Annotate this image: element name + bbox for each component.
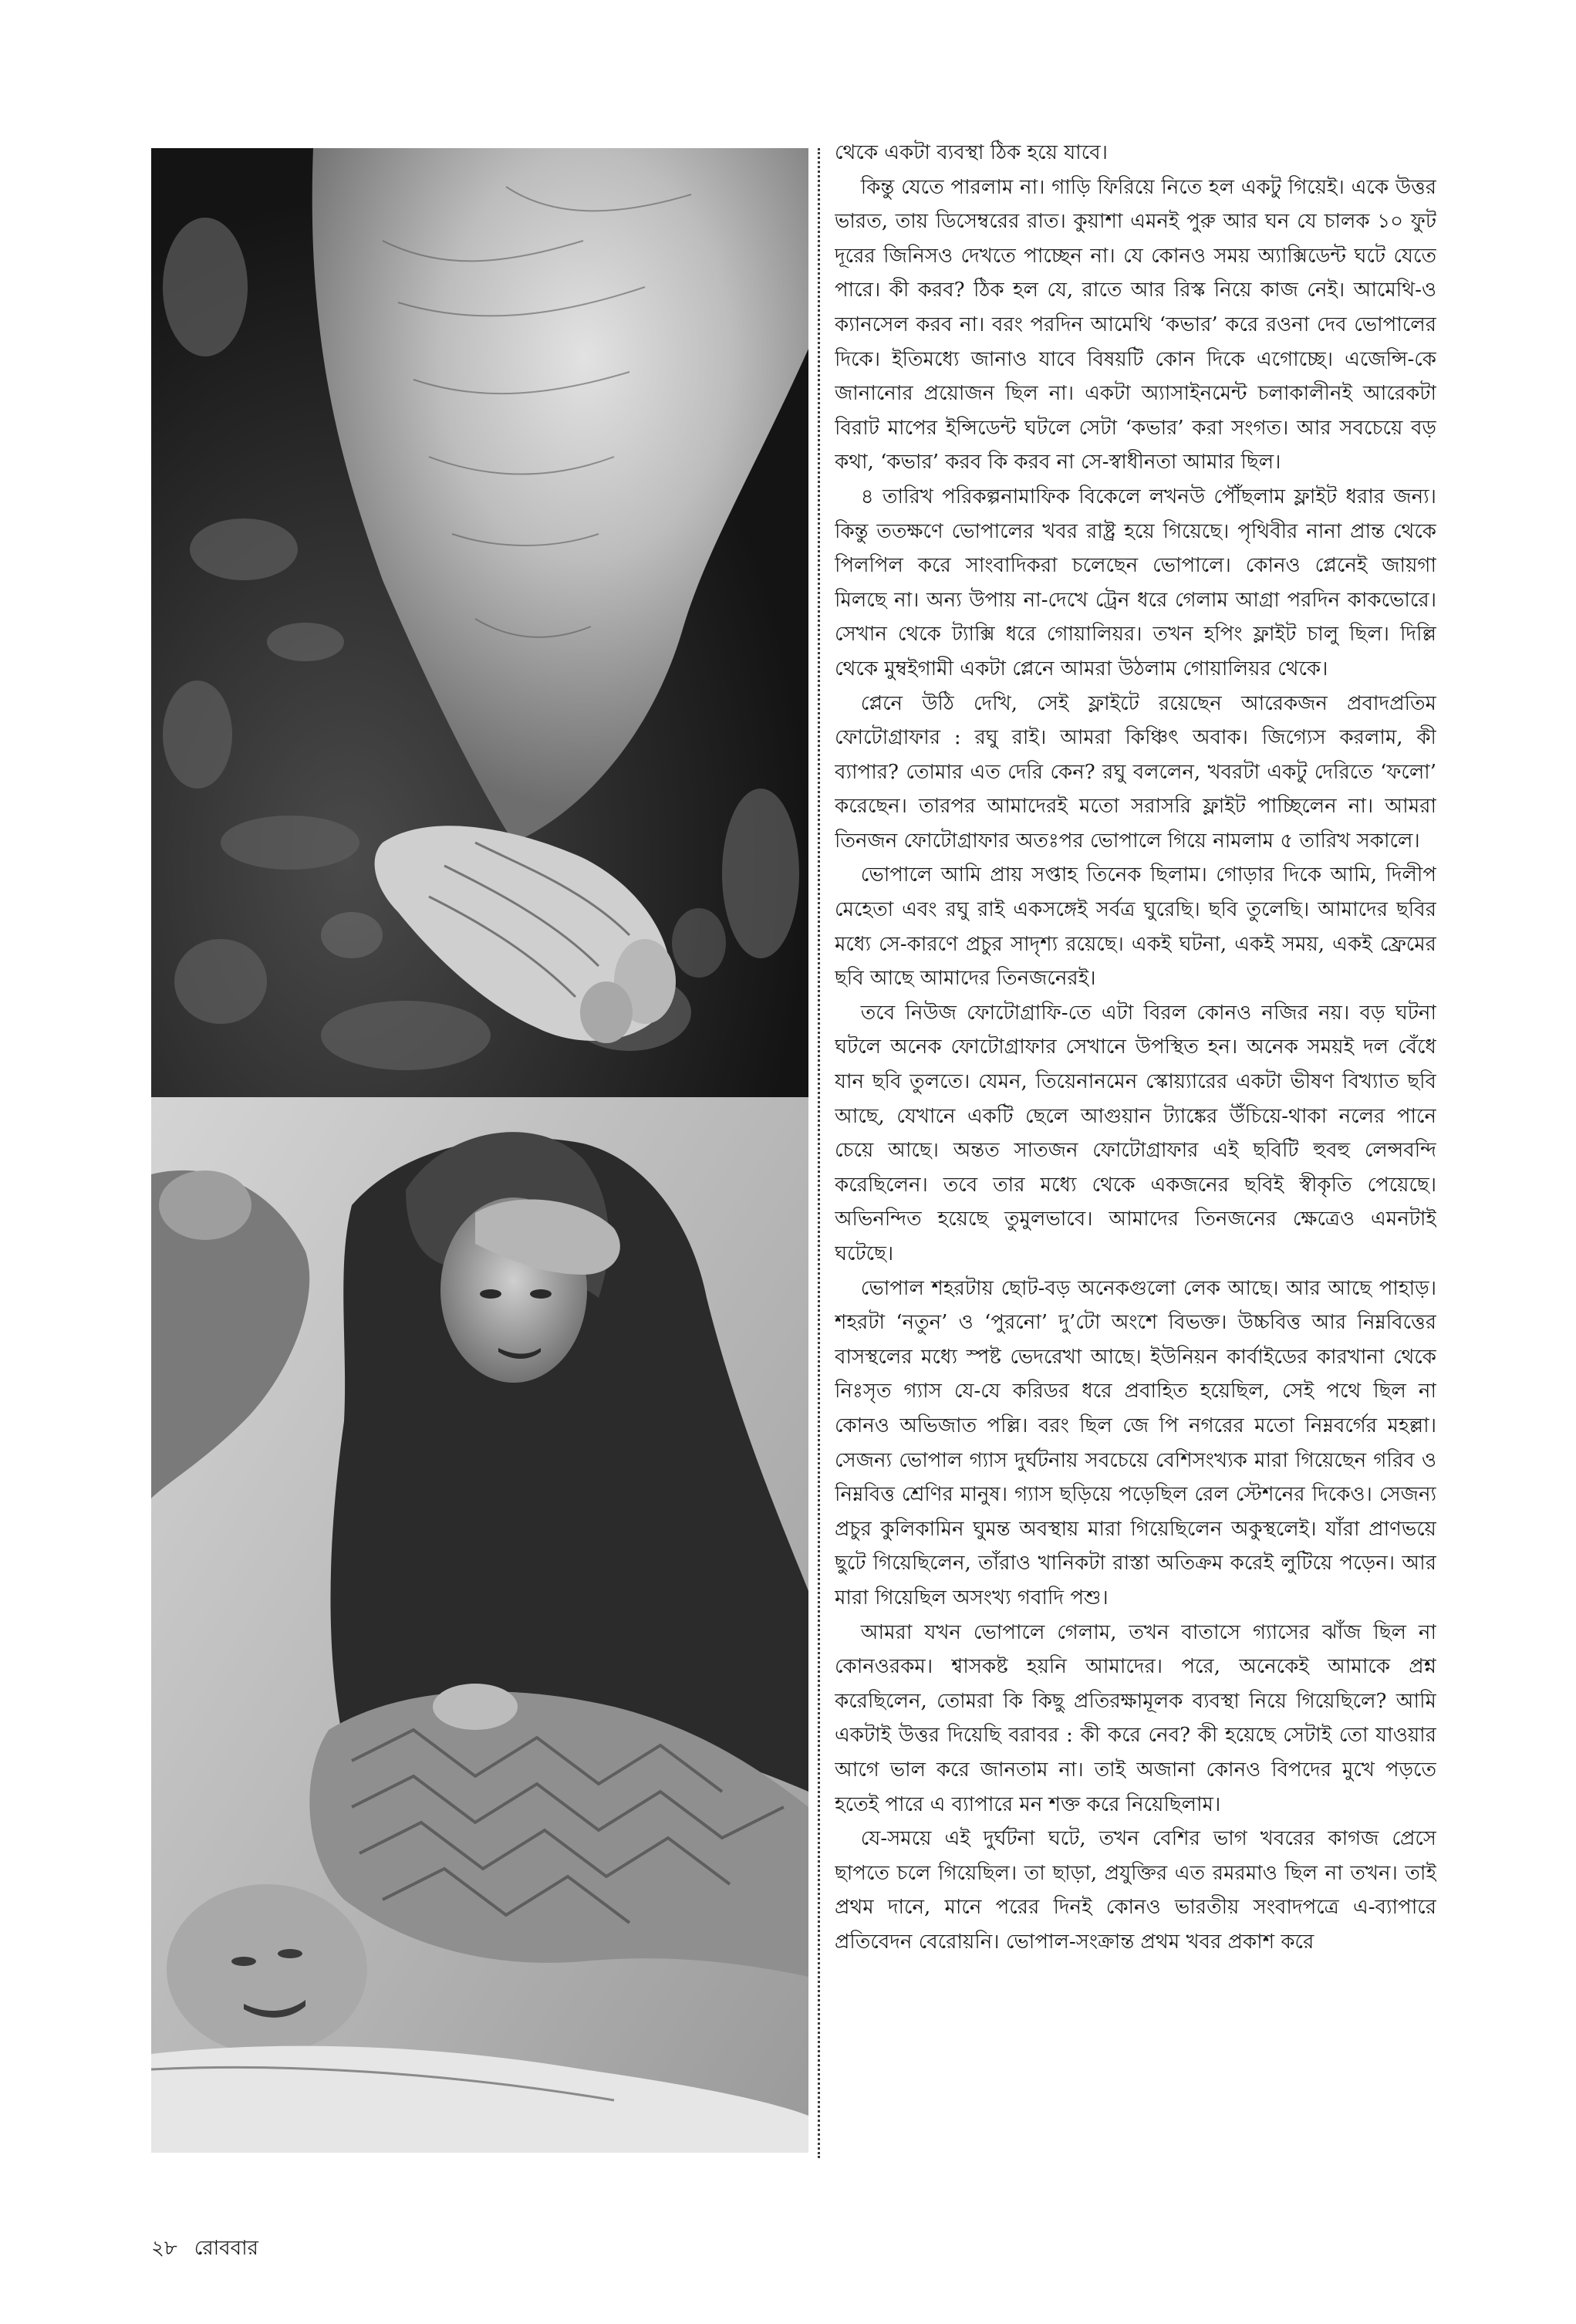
- article-paragraph: তবে নিউজ ফোটোগ্রাফি-তে এটা বিরল কোনও নজির নয়। বড় ঘটনা ঘটলে অনেক ফোটোগ্রাফার সেখানে উপস্থিত হন। অনেক সময়ই দল বেঁধে যান ছবি তুলতে। যেমন, তিয়েনানমেন স্কোয়্যারের একটা ভীষণ বিখ্যাত ছবি আছে, যেখানে একটি ছেলে আগুয়ান ট্যাঙ্কের উঁচিয়ে-থাকা নলের পানে চেয়ে আছে। অন্তত সাতজন ফোটোগ্রাফার এই ছবিটি হুবহু লেন্সবন্দি করেছিলেন। তবে তার মধ্যে থেকে একজনের ছবিই স্বীকৃতি পেয়েছে। অভিনন্দিত হয়েছে তুমুলভাবে। আমাদের তিনজনের ক্ষেত্রেও এমনটাই ঘটেছে।: [835, 1001, 1436, 1265]
- article-paragraph: ভোপাল শহরটায় ছোট-বড় অনেকগুলো লেক আছে। আর আছে পাহাড়। শহরটা ‘নতুন’ ও ‘পুরনো’ দু’টো অংশে বিভক্ত। উচ্চবিত্ত আর নিম্নবিত্তের বাসস্থলের মধ্যে স্পষ্ট ভেদরেখা আছে। ইউনিয়ন কার্বাইডের কারখানা থেকে নিঃসৃত গ্যাস যে-যে করিডর ধরে প্রবাহিত হয়েছিল, সেই পথে ছিল না কোনও অভিজাত পল্লি। বরং ছিল জে পি নগরের মতো নিম্নবর্গের মহল্লা। সেজন্য ভোপাল গ্যাস দুর্ঘটনায় সবচেয়ে বেশিসংখ্যক মারা গিয়েছেন গরিব ও নিম্নবিত্ত শ্রেণির মানুষ। গ্যাস ছড়িয়ে পড়েছিল রেল স্টেশনের দিকেও। সেজন্য প্রচুর কুলিকামিন ঘুমন্ত অবস্থায় মারা গিয়েছিলেন অকুস্থলেই। যাঁরা প্রাণভয়ে ছুটে গিয়েছিলেন, তাঁরাও খানিকটা রাস্তা অতিক্রম করেই লুটিয়ে পড়েন। আর মারা গিয়েছিল অসংখ্য গবাদি পশু।: [835, 1276, 1436, 1610]
- hands-photo: [151, 148, 808, 1097]
- article-paragraph: প্লেনে উঠি দেখি, সেই ফ্লাইটে রয়েছেন আরেকজন প্রবাদপ্রতিম ফোটোগ্রাফার : রঘু রাই। আমরা কিঞ্চিৎ অবাক। জিগ্যেস করলাম, কী ব্যাপার? তোমার এত দেরি কেন? রঘু বললেন, খবরটা একটু দেরিতে ‘ফলো’ করেছেন। তারপর আমাদেরই মতো সরাসরি ফ্লাইট পাচ্ছিলেন না। আমরা তিনজন ফোটোগ্রাফার অতঃপর ভোপালে গিয়ে নামলাম ৫ তারিখ সকালে।: [835, 691, 1436, 853]
- column-separator: [818, 148, 820, 2158]
- article-body: [835, 136, 1436, 2157]
- article-paragraph: থেকে একটা ব্যবস্থা ঠিক হয়ে যাবে।: [835, 141, 1108, 164]
- publication-name: রোববার: [194, 2237, 258, 2260]
- article-paragraph: কিন্তু যেতে পারলাম না। গাড়ি ফিরিয়ে নিতে হল একটু গিয়েই। একে উত্তর ভারত, তায় ডিসেম্বরের রাত। কুয়াশা এমনই পুরু আর ঘন যে চালক ১০ ফুট দূরের জিনিসও দেখতে পাচ্ছেন না। যে কোনও সময় অ্যাক্সিডেন্ট ঘটে যেতে পারে। কী করব? ঠিক হল যে, রাতে আর রিস্ক নিয়ে কাজ নেই। আমেথি-ও ক্যানসেল করব না। বরং পরদিন আমেথি ‘কভার’ করে রওনা দেব ভোপালের দিকে। ইতিমধ্যে জানাও যাবে বিষয়টি কোন দিকে এগোচ্ছে। এজেন্সি-কে জানানোর প্রয়োজন ছিল না। একটা অ্যাসাইনমেন্ট চলাকালীনই আরেকটা বিরাট মাপের ইন্সিডেন্ট ঘটলে সেটা ‘কভার’ করা সংগত। আর সবচেয়ে বড় কথা, ‘কভার’ করব কি করব না সে-স্বাধীনতা আমার ছিল।: [835, 175, 1436, 475]
- article-paragraph: ৪ তারিখ পরিকল্পনামাফিক বিকেলে লখনউ পৌঁছলাম ফ্লাইট ধরার জন্য। কিন্তু ততক্ষণে ভোপালের খবর রাষ্ট্র হয়ে গিয়েছে। পৃথিবীর নানা প্রান্ত থেকে পিলপিল করে সাংবাদিকরা চলেছেন ভোপালে। কোনও প্লেনেই জায়গা মিলছে না। অন্য উপায় না-দেখে ট্রেন ধরে গেলাম আগ্রা পরদিন কাকভোরে। সেখান থেকে ট্যাক্সি ধরে গোয়ালিয়র। তখন হপিং ফ্লাইট চালু ছিল। দিল্লি থেকে মুম্বইগামী একটা প্লেনে আমরা উঠলাম গোয়ালিয়র থেকে।: [835, 485, 1436, 681]
- article-paragraph: ভোপালে আমি প্রায় সপ্তাহ তিনেক ছিলাম। গোড়ার দিকে আমি, দিলীপ মেহেতা এবং রঘু রাই একসঙ্গেই সর্বত্র ঘুরেছি। ছবি তুলেছি। আমাদের ছবির মধ্যে সে-কারণে প্রচুর সাদৃশ্য রয়েছে। একই ঘটনা, একই সময়, একই ফ্রেমের ছবি আছে আমাদের তিনজনেরই।: [835, 863, 1436, 991]
- article-paragraph: যে-সময়ে এই দুর্ঘটনা ঘটে, তখন বেশির ভাগ খবরের কাগজ প্রেসে ছাপতে চলে গিয়েছিল। তা ছাড়া, প্রযুক্তির এত রমরমাও ছিল না তখন। তাই প্রথম দানে, মানে পরের দিনই কোনও ভারতীয় সংবাদপত্রে এ-ব্যাপারে প্রতিবেদন বেরোয়নি। ভোপাল-সংক্রান্ত প্রথম খবর প্রকাশ করে: [835, 1827, 1436, 1954]
- hands-photo-image: [151, 148, 808, 1097]
- mourning-woman-photo-image: [151, 1097, 808, 2153]
- mourning-woman-photo: [151, 1097, 808, 2153]
- page-footer: [151, 2232, 275, 2266]
- page-number: ২৮: [151, 2237, 177, 2260]
- article-paragraph: আমরা যখন ভোপালে গেলাম, তখন বাতাসে গ্যাসের ঝাঁজ ছিল না কোনওরকম। শ্বাসকষ্ট হয়নি আমাদের। পরে, অনেকেই আমাকে প্রশ্ন করেছিলেন, তোমরা কি কিছু প্রতিরক্ষামূলক ব্যবস্থা নিয়ে গিয়েছিলে? আমি একটাই উত্তর দিয়েছি বরাবর : কী করে নেব? কী হয়েছে সেটাই তো যাওয়ার আগে ভাল করে জানতাম না। তাই অজানা কোনও বিপদের মুখে পড়তে হতেই পারে এ ব্যাপারে মন শক্ত করে নিয়েছিলাম।: [835, 1620, 1436, 1816]
